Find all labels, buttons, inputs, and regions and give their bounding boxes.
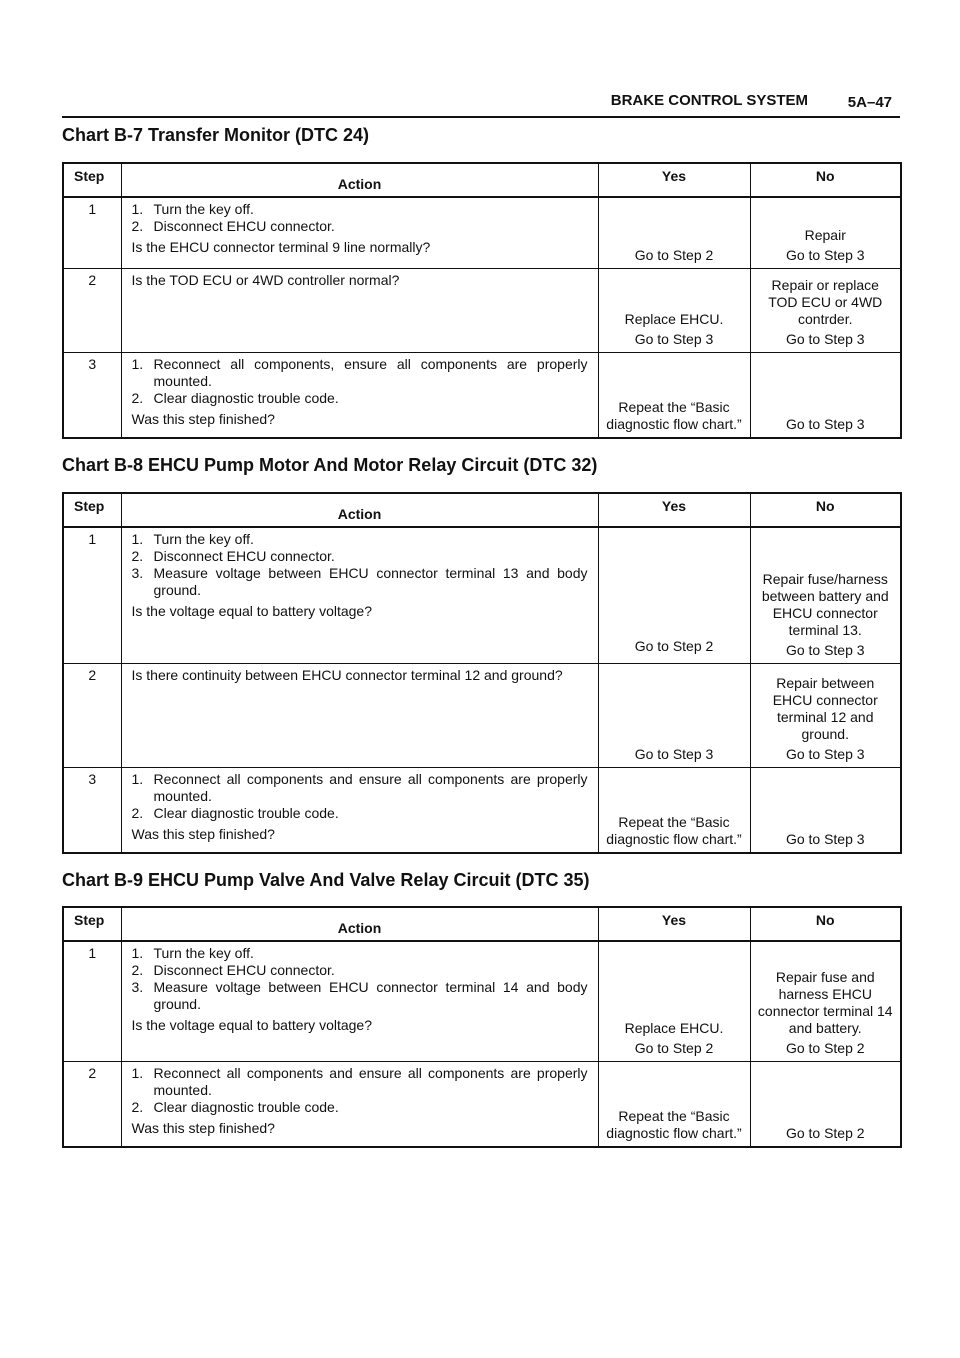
question-text: Is the TOD ECU or 4WD controller normal? xyxy=(131,271,400,288)
step-number: 2 xyxy=(63,268,121,352)
column-header-no: No xyxy=(750,907,901,941)
diagnostic-table xyxy=(62,906,902,1148)
column-header-step: Step xyxy=(63,907,121,941)
page-header xyxy=(62,84,900,118)
no-next-step: Go to Step 3 xyxy=(785,246,865,263)
yes-action: Replace EHCU. xyxy=(624,1019,724,1036)
no-next-step: Go to Step 2 xyxy=(785,1125,865,1141)
action-cell xyxy=(121,1061,598,1147)
question-text: Is the voltage equal to battery voltage? xyxy=(131,1017,372,1033)
no-cell xyxy=(750,1061,901,1147)
no-next-step: Go to Step 3 xyxy=(785,641,865,658)
step-number: 1 xyxy=(63,527,121,663)
no-action: Repair xyxy=(804,226,846,243)
yes-action: Replace EHCU. xyxy=(624,310,724,327)
column-header-action: Action xyxy=(121,163,598,197)
action-item: 2. Disconnect EHCU connector. xyxy=(131,548,335,564)
yes-cell xyxy=(598,197,750,268)
action-cell xyxy=(121,197,598,268)
yes-cell xyxy=(598,268,750,352)
table-row xyxy=(63,1061,901,1147)
action-item: 1. Reconnect all components and ensure all components are properly mounted. xyxy=(131,1064,588,1098)
table-row xyxy=(63,941,901,1061)
table-row xyxy=(63,663,901,767)
yes-action: Repeat the “Basic diagnostic flow chart.” xyxy=(606,814,742,847)
column-header-no: No xyxy=(750,493,901,527)
diagnostic-table xyxy=(62,162,902,439)
no-next-step: Go to Step 3 xyxy=(785,416,865,432)
no-cell xyxy=(750,663,901,767)
step-number: 2 xyxy=(63,1061,121,1147)
yes-cell xyxy=(598,941,750,1061)
table-row xyxy=(63,767,901,853)
chart-title: Chart B-7 Transfer Monitor (DTC 24) xyxy=(62,125,370,145)
column-header-action: Action xyxy=(121,907,598,941)
yes-action: Repeat the “Basic diagnostic flow chart.” xyxy=(606,1108,742,1141)
yes-next-step: Go to Step 2 xyxy=(634,1039,714,1056)
column-header-yes: Yes xyxy=(598,493,750,527)
question-text: Was this step finished? xyxy=(131,1119,275,1136)
column-header-no: No xyxy=(750,163,901,197)
no-cell xyxy=(750,941,901,1061)
action-cell xyxy=(121,941,598,1061)
no-action: Repair between EHCU connector terminal 12 and ground. xyxy=(772,674,878,742)
step-number: 2 xyxy=(63,663,121,767)
column-header-step: Step xyxy=(63,493,121,527)
column-header-action: Action xyxy=(121,493,598,527)
action-item: 1. Turn the key off. xyxy=(131,531,254,547)
yes-cell xyxy=(598,663,750,767)
table-row xyxy=(63,268,901,352)
question-text: Is the EHCU connector terminal 9 line normally? xyxy=(131,239,431,255)
question-text: Was this step finished? xyxy=(131,825,275,842)
yes-next-step: Go to Step 2 xyxy=(634,637,714,654)
table-row xyxy=(63,197,901,268)
action-item: 1. Reconnect all components and ensure all components are properly mounted. xyxy=(131,770,588,804)
question-text: Is the voltage equal to battery voltage? xyxy=(131,603,372,619)
yes-cell xyxy=(598,352,750,438)
question-text: Is there continuity between EHCU connector terminal 12 and ground? xyxy=(131,666,563,683)
yes-action: Repeat the “Basic diagnostic flow chart.” xyxy=(606,399,742,432)
column-header-step: Step xyxy=(63,163,121,197)
action-cell xyxy=(121,663,598,767)
yes-cell xyxy=(598,527,750,663)
no-cell xyxy=(750,767,901,853)
action-item: 1. Reconnect all components, ensure all components are properly mounted. xyxy=(131,355,588,389)
action-cell xyxy=(121,268,598,352)
yes-next-step: Go to Step 2 xyxy=(634,246,714,263)
action-item: 2. Clear diagnostic trouble code. xyxy=(131,804,339,821)
no-cell xyxy=(750,268,901,352)
diagnostic-table xyxy=(62,492,902,854)
step-number: 3 xyxy=(63,352,121,438)
no-cell xyxy=(750,527,901,663)
step-number: 3 xyxy=(63,767,121,853)
chart-title: Chart B-9 EHCU Pump Valve And Valve Relay Circuit (DTC 35) xyxy=(62,870,590,890)
no-action: Repair fuse and harness EHCU connector terminal 14 and battery. xyxy=(757,968,893,1036)
table-row xyxy=(63,352,901,438)
action-item: 1. Turn the key off. xyxy=(131,201,254,217)
page-number: 5A–47 xyxy=(847,94,892,111)
no-next-step: Go to Step 3 xyxy=(785,330,865,347)
no-next-step: Go to Step 3 xyxy=(785,831,865,847)
no-action: Repair fuse/harness between battery and EHCU connector terminal 13. xyxy=(761,570,889,638)
action-cell xyxy=(121,352,598,438)
action-item: 3. Measure voltage between EHCU connector terminal 13 and body ground. xyxy=(131,565,588,598)
yes-next-step: Go to Step 3 xyxy=(634,745,714,762)
column-header-yes: Yes xyxy=(598,163,750,197)
question-text: Was this step finished? xyxy=(131,410,275,427)
no-next-step: Go to Step 3 xyxy=(785,745,865,762)
step-number: 1 xyxy=(63,197,121,268)
yes-cell xyxy=(598,767,750,853)
no-action: Repair or replace TOD ECU or 4WD contrder. xyxy=(768,276,883,327)
action-item: 2. Disconnect EHCU connector. xyxy=(131,218,335,234)
action-cell xyxy=(121,767,598,853)
yes-next-step: Go to Step 3 xyxy=(634,330,714,347)
column-header-yes: Yes xyxy=(598,907,750,941)
no-cell xyxy=(750,352,901,438)
section-title: BRAKE CONTROL SYSTEM xyxy=(610,92,808,109)
chart-title: Chart B-8 EHCU Pump Motor And Motor Relay Circuit (DTC 32) xyxy=(62,455,598,475)
action-item: 2. Clear diagnostic trouble code. xyxy=(131,389,339,406)
no-next-step: Go to Step 2 xyxy=(785,1039,865,1056)
action-item: 1. Turn the key off. xyxy=(131,945,254,961)
action-item: 2. Clear diagnostic trouble code. xyxy=(131,1098,339,1115)
table-row xyxy=(63,527,901,663)
yes-cell xyxy=(598,1061,750,1147)
step-number: 1 xyxy=(63,941,121,1061)
action-item: 2. Disconnect EHCU connector. xyxy=(131,962,335,978)
no-cell xyxy=(750,197,901,268)
action-cell xyxy=(121,527,598,663)
action-item: 3. Measure voltage between EHCU connector terminal 14 and body ground. xyxy=(131,979,588,1012)
